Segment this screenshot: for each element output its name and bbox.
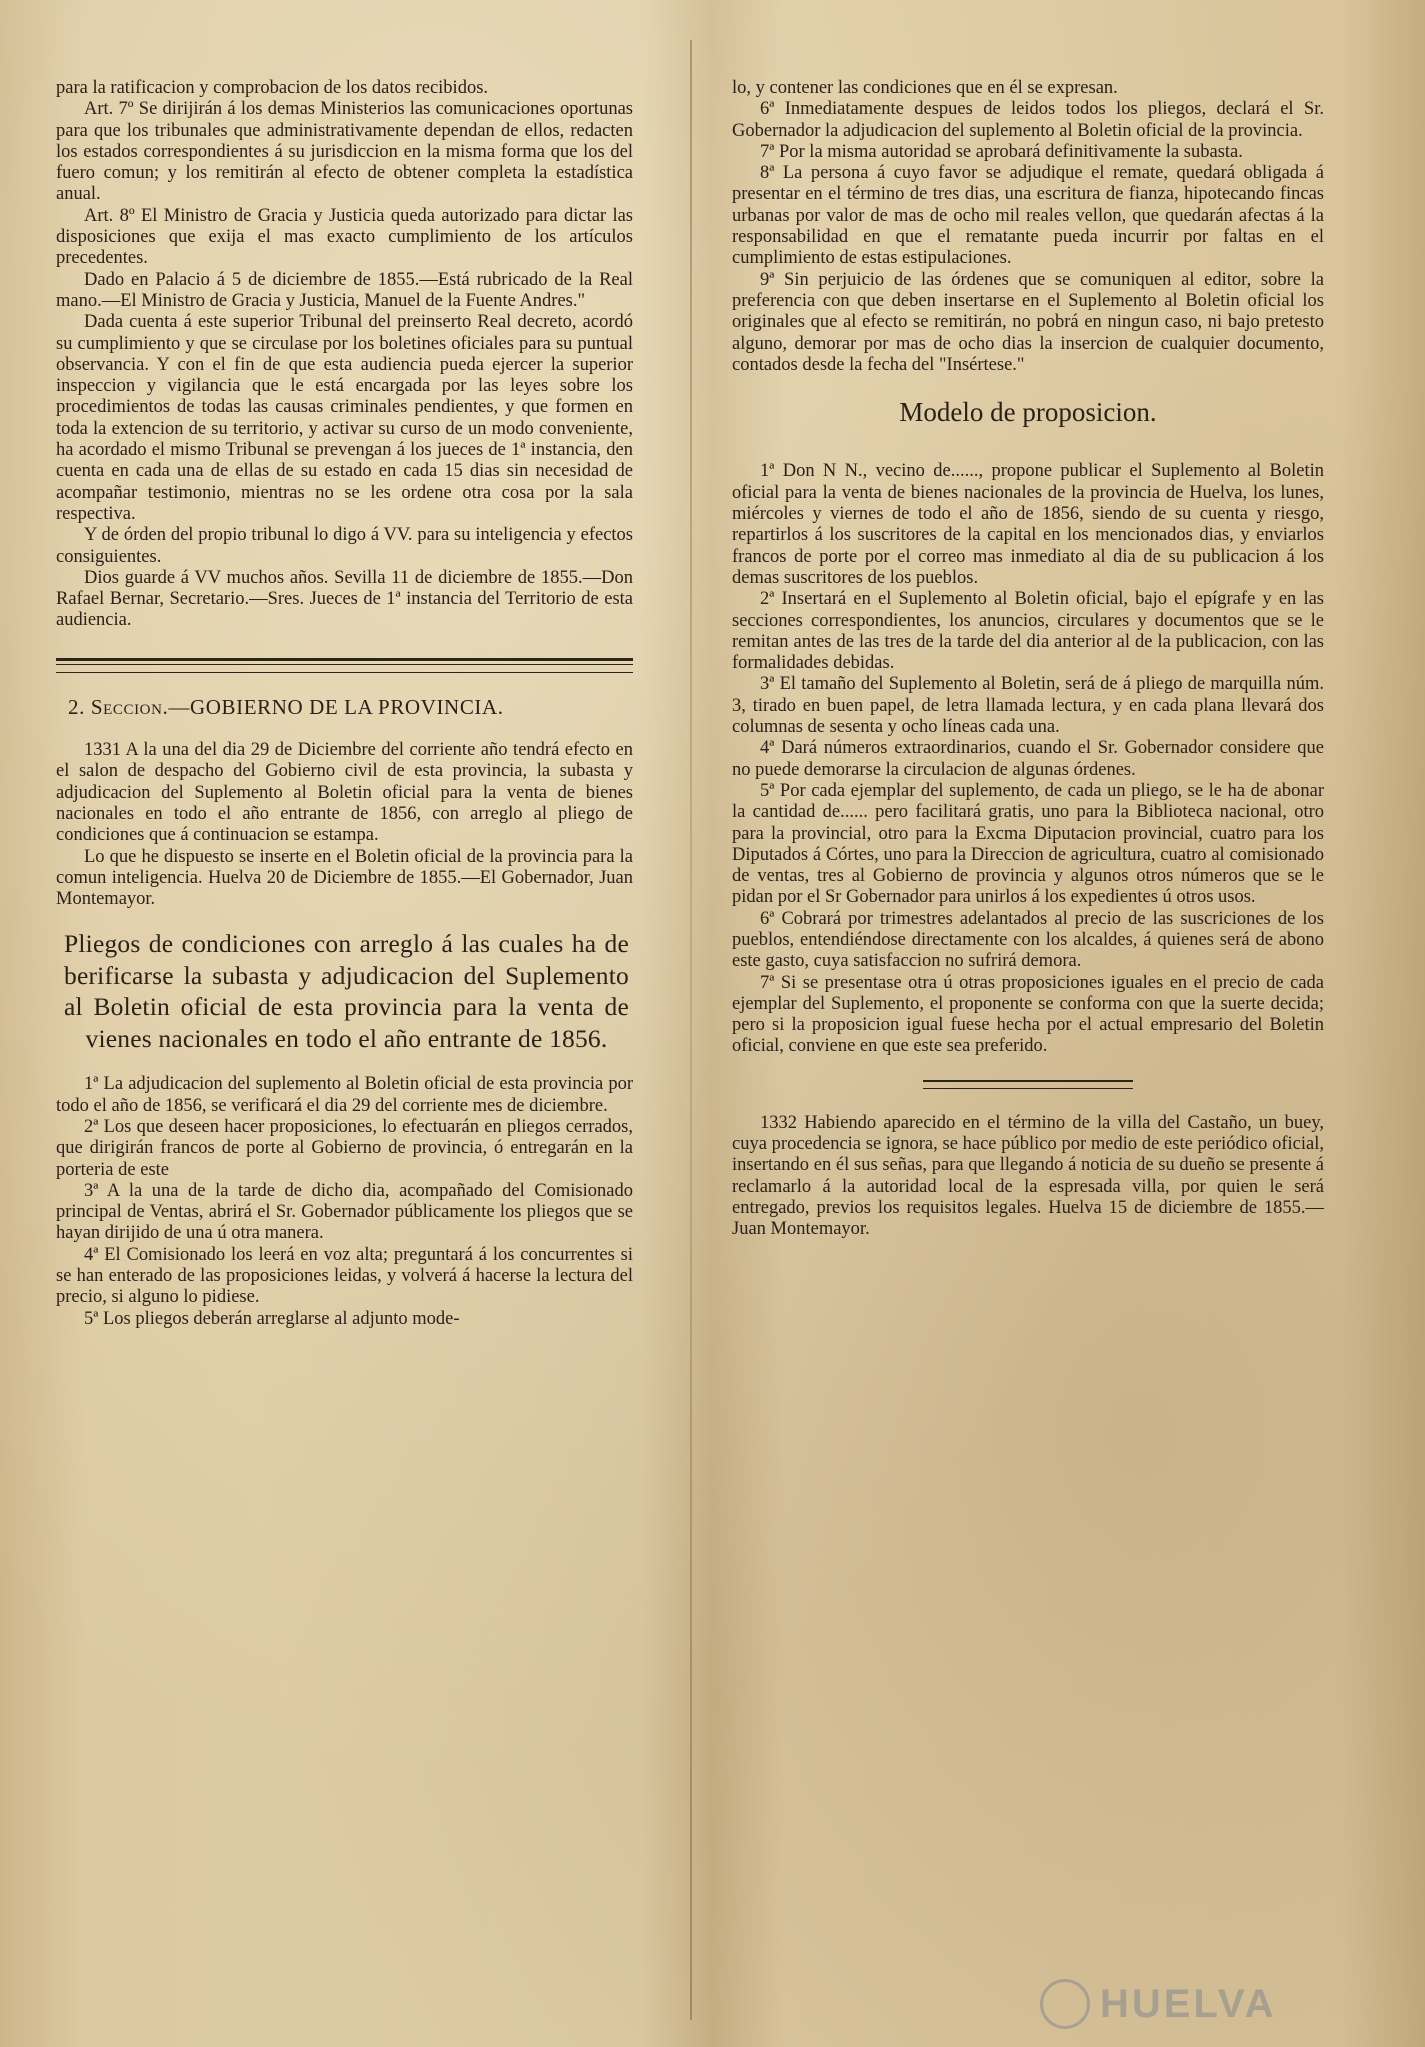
model-clause-7: 7ª Si se presentase otra ú otras proposiciones iguales en el precio de cada ejemplar del Suplemento, el proponente se conforma con que la suerte decida; pero si la proposicion igual fuese hecha por el actual empresario del Boletin oficial, conviene en que este sea preferido. bbox=[732, 972, 1324, 1057]
section-number: 2. bbox=[68, 694, 85, 719]
section-divider bbox=[56, 658, 633, 673]
condition-2: 2ª Los que deseen hacer proposiciones, lo efectuarán en pliegos cerrados, que dirigirán francos de porte al Gobierno de provincia, ó entregarán en la porteria de este bbox=[56, 1116, 633, 1180]
condition-8: 8ª La persona á cuyo favor se adjudique el remate, quedará obligada á presentar en el término de tres dias, una escritura de fianza, hipotecando fincas urbanas por valor de mas de ocho mil reales vellon, que quedarán afectas á la responsabilidad en que el rematante pueda incurrir por faltas en el cumplimiento de estas estipulaciones. bbox=[732, 163, 1324, 269]
divider bbox=[923, 1080, 1133, 1089]
library-watermark bbox=[1040, 1978, 1350, 2030]
model-clause-4: 4ª Dará números extraordinarios, cuando el Sr. Gobernador considere que no puede demorarse la circulacion de algunas órdenes. bbox=[732, 738, 1324, 780]
paragraph: Dada cuenta á este superior Tribunal del preinserto Real decreto, acordó su cumplimiento y que se circulase por los boletines oficiales para su puntual observancia. Y con el fin de que esta audiencia pueda ejercer la superior inspeccion y vigilancia que le está encargada por las leyes sobre los procedimientos de todas las causas criminales pendientes, y que formen en toda la extencion de su territorio, y activar su curso de un modo conveniente, ha acordado el mismo Tribunal se prevengan á los jueces de 1ª instancia, den cuenta en cada una de ellas de su estado en cada 15 dias sin necesidad de acompañar testimonio, mientras no se les ordene otra cosa por la sala respectiva. bbox=[56, 312, 633, 524]
article-7: Art. 7º Se dirijirán á los demas Ministerios las comunicaciones oportunas para que los tribunales que administrativamente dependan de ellos, redacten los estados correspondientes á su jurisdiccion en la misma forma que los del fuero comun; y los remitirán al efecto de obtener completa la estadística anual. bbox=[56, 99, 633, 205]
model-clause-3: 3ª El tamaño del Suplemento al Boletin, será de á pliego de marquilla núm. 3, tirado en buen papel, de letra llamada lectura, y en cada plana llevará dos columnas de sesenta y ocho líneas cada una. bbox=[732, 674, 1324, 738]
condition-5: 5ª Los pliegos deberán arreglarse al adjunto mode- bbox=[84, 1308, 460, 1329]
column-gutter bbox=[690, 40, 692, 2020]
section-title: —GOBIERNO DE LA PROVINCIA. bbox=[168, 694, 504, 719]
paragraph: para la ratificacion y comprobacion de los datos recibidos. bbox=[56, 78, 489, 98]
model-clause-1: 1ª Don N N., vecino de......, propone publicar el Suplemento al Boletin oficial para la venta de bienes nacionales de la provincia de Huelva, los lunes, miércoles y viernes de todo el año de 1856, siendo de su cuenta y riesgo, repartirlos á los suscritores de la capital en los mencionados dias, y enviarlos francos de porte por el correo mas inmediato al dia de su publicacion á los demas suscritores de los pueblos. bbox=[732, 461, 1324, 588]
article-8: Art. 8º El Ministro de Gracia y Justicia queda autorizado para dictar las disposiciones que exija el mas exacto cumplimiento de los artículos precedentes. bbox=[56, 205, 633, 269]
condition-1: 1ª La adjudicacion del suplemento al Boletin oficial de esta provincia por todo el año de 1856, se verificará el dia 29 del corriente mes de diciembre. bbox=[56, 1074, 633, 1116]
watermark-text: HUELVA bbox=[1100, 1981, 1277, 2026]
paragraph: Y de órden del propio tribunal lo digo á VV. para su inteligencia y efectos consiguientes. bbox=[56, 525, 633, 567]
condition-4: 4ª El Comisionado los leerá en voz alta; preguntará á los concurrentes si se han enterado de las proposiciones leidas, y volverá á hacerse la lectura del precio, si alguno lo pidiese. bbox=[56, 1244, 633, 1308]
model-heading: Modelo de proposicion. bbox=[899, 397, 1157, 428]
section-heading bbox=[68, 694, 633, 719]
notice-1332: 1332 Habiendo aparecido en el término de la villa del Castaño, un buey, cuya procedencia se ignora, se hace público por medio de este periódico oficial, insertando en él sus señas, para que llegando á noticia de su dueño se presente á reclamarlo á la autoridad local de la espresada villa, por quien le será entregado, previos los requisitos legales. Huelva 15 de diciembre de 1855.—Juan Montemayor. bbox=[732, 1112, 1324, 1240]
condition-7: 7ª Por la misma autoridad se aprobará definitivamente la subasta. bbox=[760, 141, 1243, 162]
condition-3: 3ª A la una de la tarde de dicho dia, acompañado del Comisionado principal de Ventas, abrirá el Sr. Gobernador públicamente los pliegos que se hayan dirijido de una ú otra manera. bbox=[56, 1180, 633, 1244]
conditions-title: Pliegos de condiciones con arreglo á las cuales ha de berificarse la subasta y adjudicacion del Suplemento al Boletin oficial de esta provincia para la venta de vienes nacionales en todo el año entrante de 1856. bbox=[64, 929, 629, 1053]
seal-icon bbox=[1040, 1979, 1090, 2029]
left-column bbox=[52, 78, 637, 1330]
model-clause-6: 6ª Cobrará por trimestres adelantados al precio de las suscriciones de los pueblos, entendiéndose directamente con los alcaldes, á quienes será de abono este gasto, cuya satisfaccion no sufrirá demora. bbox=[732, 908, 1324, 972]
closing-signature: Dios guarde á VV muchos años. Sevilla 11 de diciembre de 1855.—Don Rafael Bernar, Secretario.—Sres. Jueces de 1ª instancia del Territorio de esta audiencia. bbox=[56, 567, 633, 631]
right-column bbox=[728, 78, 1328, 1241]
decree-signature: Dado en Palacio á 5 de diciembre de 1855.—Está rubricado de la Real mano.—El Ministro de Gracia y Justicia, Manuel de la Fuente Andres." bbox=[56, 269, 633, 311]
model-clause-2: 2ª Insertará en el Suplemento al Boletin oficial, bajo el epígrafe y en las secciones correspondientes, los anuncios, circulares y documentos que se le remitan antes de las tres de la tarde del dia anterior al de la publicacion, con las formalidades debidas. bbox=[732, 589, 1324, 674]
paragraph: Lo que he dispuesto se inserte en el Boletin oficial de la provincia para la comun inteligencia. Huelva 20 de Diciembre de 1855.—El Gobernador, Juan Montemayor. bbox=[56, 846, 633, 910]
condition-6: 6ª Inmediatamente despues de leidos todos los pliegos, declará el Sr. Gobernador la adjudicacion del suplemento al Boletin oficial de la provincia. bbox=[732, 99, 1324, 141]
paragraph: lo, y contener las condiciones que en él se expresan. bbox=[732, 78, 1118, 98]
model-clause-5: 5ª Por cada ejemplar del suplemento, de cada un pliego, se le ha de abonar la cantidad de...... pero facilitará gratis, uno para la Biblioteca nacional, otro para la provincial, otro para la Excma Diputacion provincial, cuatro para los Diputados á Córtes, uno para la Direccion de agricultura, cuatro al comisionado de ventas, tres al Gobierno de provincia y algunos otros números que se le pidan por el Sr Gobernador para unirlos á los expedientes ú otros usos. bbox=[732, 780, 1324, 908]
notice-1331: 1331 A la una del dia 29 de Diciembre del corriente año tendrá efecto en el salon de despacho del Gobierno civil de esta provincia, la subasta y adjudicacion del Suplemento al Boletin oficial para la venta de bienes nacionales en todo el año entrante de 1856, con arreglo al pliego de condiciones que á continuacion se estampa. bbox=[56, 740, 633, 846]
condition-9: 9ª Sin perjuicio de las órdenes que se comuniquen al editor, sobre la preferencia con que deben insertarse en el Suplemento al Boletin oficial los originales que al efecto se remitirán, no pobrá en ningun caso, ni bajo pretesto alguno, demorar por mas de ocho dias la insercion de cualquier documento, contados desde la fecha del "Insértese." bbox=[732, 269, 1324, 375]
section-label: Seccion. bbox=[90, 694, 169, 719]
